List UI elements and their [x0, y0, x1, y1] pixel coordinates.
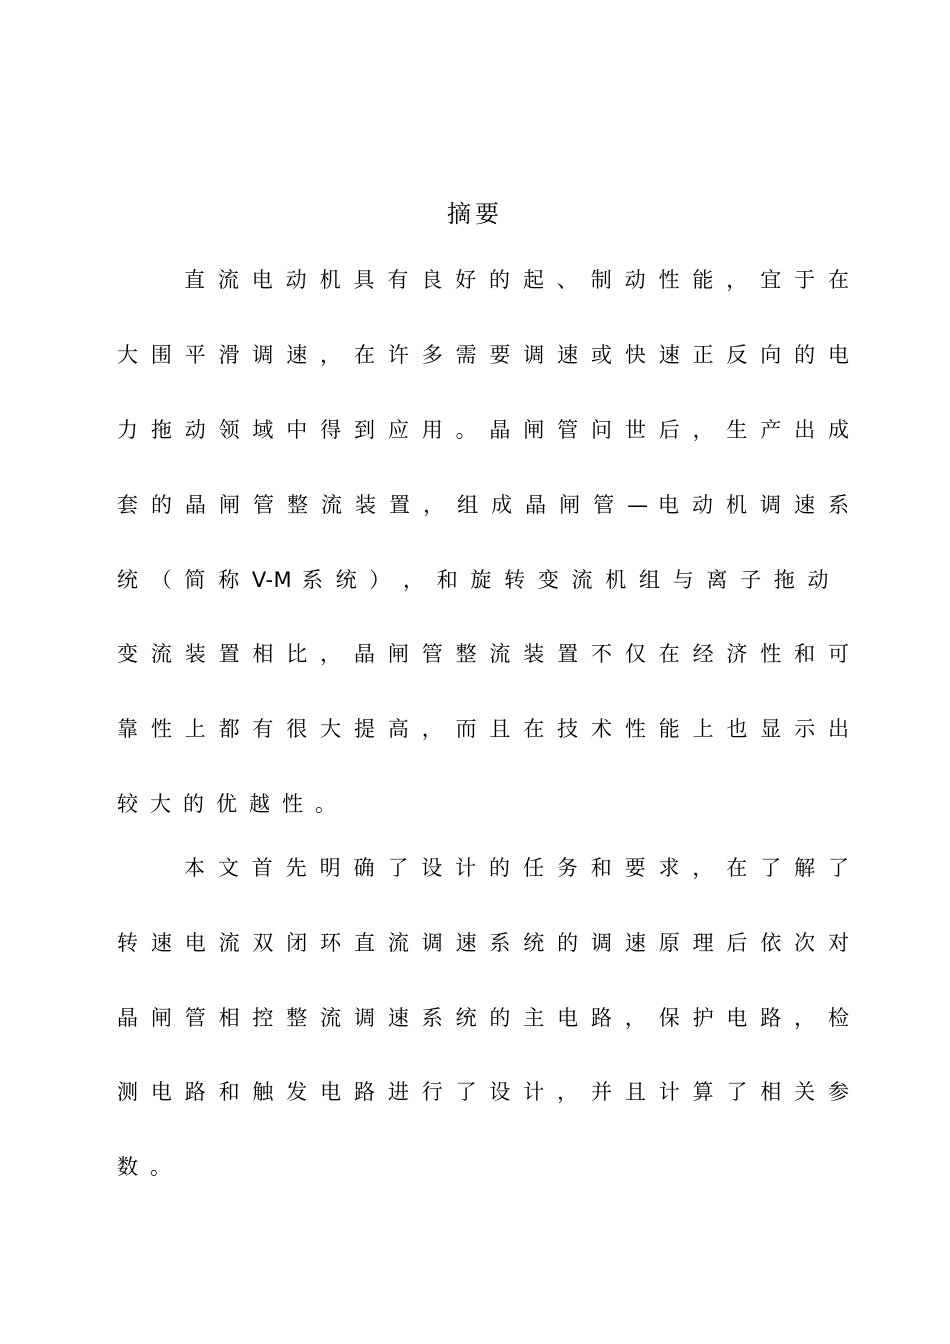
paragraph-1-line-1: 直 流 电 动 机 具 有 良 好 的 起 、 制 动 性 能 ， 宜 于 在 — [184, 268, 849, 292]
paragraph-1-line-5: 统 （ 简 称 V-M 系 统 ） ， 和 旋 转 变 流 机 组 与 离 子 拖 动 — [117, 568, 829, 592]
paragraph-1-line-8: 较大的优越性。 — [117, 792, 348, 816]
paragraph-2-line-5: 数。 — [117, 1155, 183, 1179]
paragraph-2-line-4: 测 电 路 和 触 发 电 路 进 行 了 设 计 ， 并 且 计 算 了 相 关 参 — [117, 1080, 849, 1104]
paragraph-1-line-6: 变 流 装 置 相 比 ， 晶 闸 管 整 流 装 置 不 仅 在 经 济 性 和 可 — [117, 642, 849, 666]
paragraph-1-line-3: 力 拖 动 领 域 中 得 到 应 用 。 晶 闸 管 问 世 后 ， 生 产 出 成 — [117, 418, 849, 442]
paragraph-1-line-7: 靠 性 上 都 有 很 大 提 高 ， 而 且 在 技 术 性 能 上 也 显 示 出 — [117, 717, 849, 741]
page-title: 摘要 — [447, 200, 503, 228]
paragraph-1-line-2: 大 围 平 滑 调 速 ， 在 许 多 需 要 调 速 或 快 速 正 反 向 的 电 — [117, 343, 849, 367]
paragraph-2-line-1: 本 文 首 先 明 确 了 设 计 的 任 务 和 要 求 ， 在 了 解 了 — [184, 856, 849, 880]
paragraph-2-line-3: 晶 闸 管 相 控 整 流 调 速 系 统 的 主 电 路 ， 保 护 电 路 ， 检 — [117, 1006, 849, 1030]
paragraph-1-line-4: 套 的 晶 闸 管 整 流 装 置 ， 组 成 晶 闸 管 — 电 动 机 调 速 系 — [117, 493, 849, 517]
paragraph-2-line-2: 转 速 电 流 双 闭 环 直 流 调 速 系 统 的 调 速 原 理 后 依 次 对 — [117, 931, 849, 955]
